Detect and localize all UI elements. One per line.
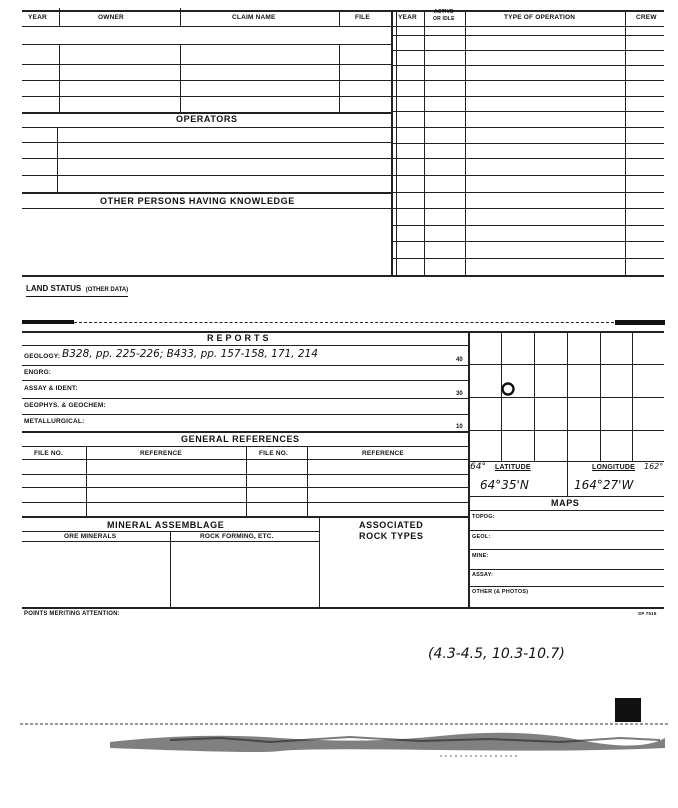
land-status-note: (OTHER DATA) <box>85 287 129 293</box>
ore-minerals-label: ORE MINERALS <box>64 533 117 540</box>
report-number-40: 40 <box>456 357 463 363</box>
header-year-2: YEAR <box>398 14 417 21</box>
report-value-geology: B328, pp. 225-226; B433, pp. 157-158, 171, 214 <box>62 348 318 360</box>
maps-geol: GEOL: <box>472 534 491 540</box>
report-label-engrg: ENGRG: <box>24 369 52 376</box>
form-number: SP 7515 <box>638 611 657 616</box>
report-label-geology: GEOLOGY: <box>24 353 61 360</box>
header-type-of-operation: TYPE OF OPERATION <box>504 14 576 21</box>
maps-mine: MINE: <box>472 553 489 559</box>
reports-heading: REPORTS <box>207 333 272 343</box>
gr-col-reference-2: REFERENCE <box>362 450 404 457</box>
header-owner: OWNER <box>98 14 124 21</box>
latitude-label: LATITUDE <box>495 464 531 471</box>
location-marker <box>500 381 516 397</box>
header-claim-name: CLAIM NAME <box>232 14 276 21</box>
other-persons-heading: OTHER PERSONS HAVING KNOWLEDGE <box>100 196 295 206</box>
longitude-value: 164°27'W <box>574 478 634 492</box>
gr-col-file-no-1: FILE NO. <box>34 450 64 457</box>
header-year: YEAR <box>28 14 47 21</box>
longitude-label: LONGITUDE <box>592 464 636 471</box>
maps-heading: MAPS <box>551 498 580 508</box>
maps-topog: TOPOG: <box>472 514 495 520</box>
rock-types-label: ROCK TYPES <box>359 531 424 541</box>
maps-other: OTHER (& PHOTOS) <box>472 589 529 595</box>
rock-forming-label: ROCK FORMING, ETC. <box>200 533 274 540</box>
report-number-10: 10 <box>456 424 463 430</box>
latitude-value: 64°35'N <box>480 478 529 492</box>
report-number-30: 30 <box>456 391 463 397</box>
general-references-heading: GENERAL REFERENCES <box>181 434 300 444</box>
points-meriting-attention: POINTS MERITING ATTENTION: <box>24 611 120 617</box>
corner-right-note: 162° <box>644 462 664 471</box>
associated-label: ASSOCIATED <box>359 520 424 530</box>
header-crew: CREW <box>636 14 657 21</box>
maps-assay: ASSAY: <box>472 572 494 578</box>
header-active: ACTIVE <box>434 9 454 15</box>
operators-heading: OPERATORS <box>176 114 238 124</box>
corner-left-note: 64° <box>470 462 486 472</box>
gr-col-reference-1: REFERENCE <box>140 450 182 457</box>
report-label-metallurgical: METALLURGICAL: <box>24 418 85 425</box>
gr-col-file-no-2: FILE NO. <box>259 450 289 457</box>
header-file: FILE <box>355 14 370 21</box>
handwritten-note: (4.3-4.5, 10.3-10.7) <box>428 646 565 662</box>
mineral-assemblage-heading: MINERAL ASSEMBLAGE <box>107 520 225 530</box>
land-status-label: LAND STATUS <box>26 284 82 293</box>
header-or-idle: OR IDLE <box>433 16 455 22</box>
land-status <box>26 278 128 297</box>
report-label-assay: ASSAY & IDENT: <box>24 385 78 392</box>
report-label-geophys: GEOPHYS. & GEOCHEM: <box>24 402 106 409</box>
